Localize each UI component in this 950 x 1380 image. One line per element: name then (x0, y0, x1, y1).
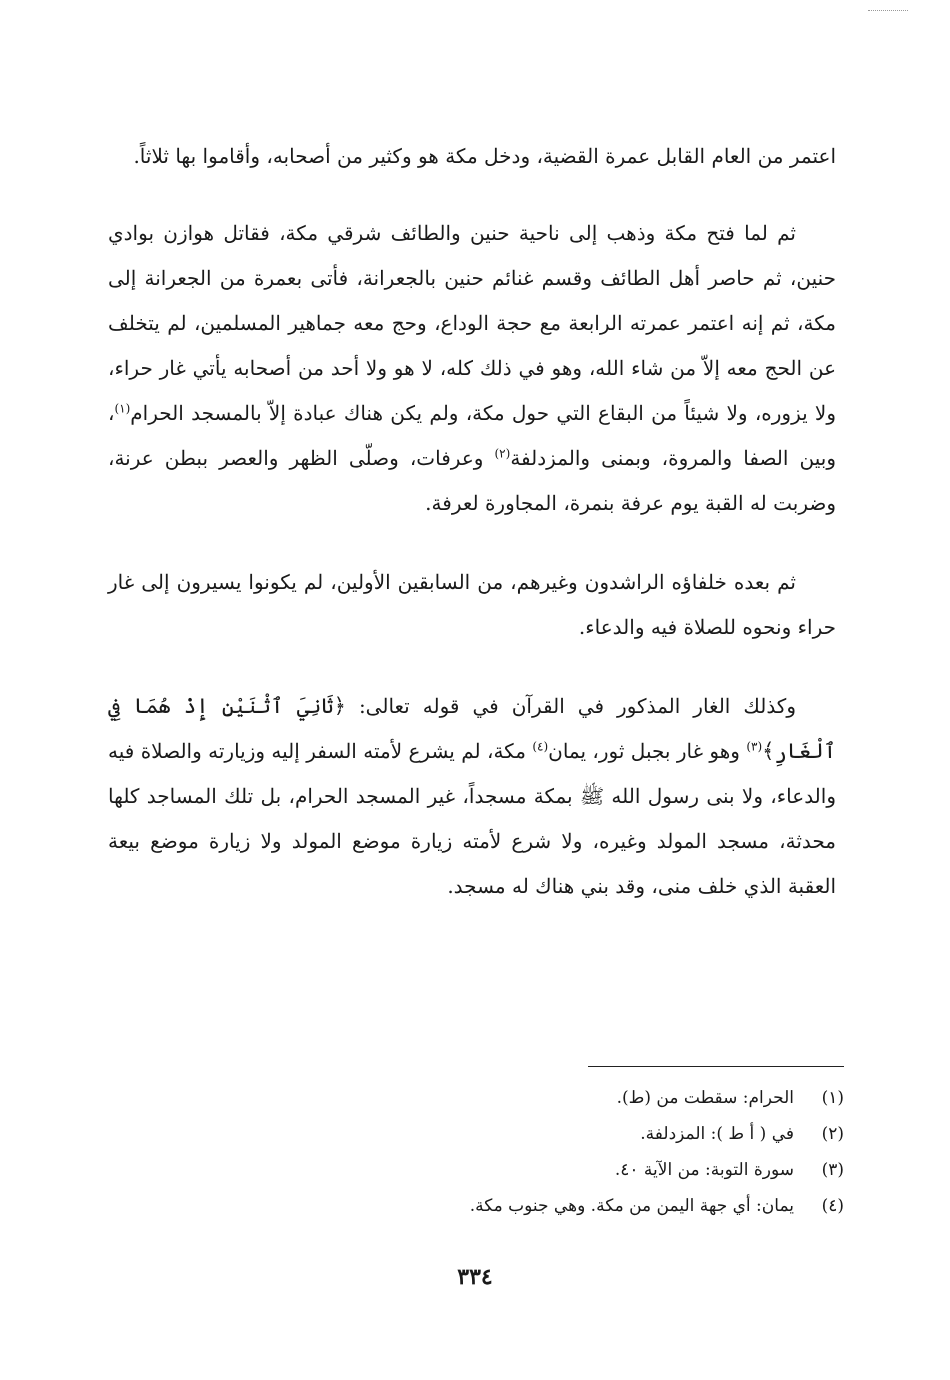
paragraph-2 (108, 211, 836, 526)
footnote-text: سورة التوبة: من الآية ٤٠. (614, 1160, 794, 1180)
footnote-number: (٤) (821, 1196, 844, 1216)
page-number: ٣٣٤ (457, 1264, 493, 1290)
paragraph-4-part-a: وكذلك الغار المذكور في القرآن في قوله تعالى: (345, 694, 796, 718)
footnote-ref-4: (٤) (532, 739, 549, 754)
paragraph-3: ثم بعده خلفاؤه الراشدون وغيرهم، من السابقين الأولين، لم يكونوا يسيرون إلى غار حراء ونحوه للصلاة فيه والدعاء. (108, 570, 836, 639)
paragraph-1: اعتمر من العام القابل عمرة القضية، ودخل مكة هو وكثير من أصحابه، وأقاموا بها ثلاثاً. (133, 144, 836, 168)
footnote-ref-2: (٢) (494, 446, 511, 461)
footnote-2 (300, 1116, 844, 1152)
footnotes (300, 1080, 844, 1224)
paragraph-2-part-b: ، وبين الصفا والمروة، وبمنى والمزدلفة (108, 401, 836, 470)
footnote-text: في ( أ ط ): المزدلفة. (640, 1124, 794, 1144)
footnote-3 (300, 1152, 844, 1188)
paragraph-2-part-c: وعرفات، وصلّى الظهر والعصر ببطن عرنة، وضربت له القبة يوم عرفة بنمرة، المجاورة لعرفة. (108, 446, 836, 515)
footnote-text: يمان: أي جهة اليمن من مكة. وهي جنوب مكة. (469, 1196, 794, 1216)
page-body (108, 134, 836, 909)
footnote-1 (300, 1080, 844, 1116)
footnote-text: الحرام: سقطت من (ط). (616, 1088, 794, 1108)
footnote-separator (588, 1066, 844, 1067)
quran-verse: ﴿ثَانِيَ ٱثْنَيْنِ إِذْ هُمَا فِي ٱلْغَارِ﴾ (108, 694, 836, 763)
paragraph-4-part-c: مكة، لم يشرع لأمته السفر إليه وزيارته والصلاة فيه والدعاء، ولا بنى رسول الله ﷺ بمكة مسجداً، غير المسجد الحرام، بل تلك المساجد كلها محدثة، مسجد المولد وغيره، ولا شرع لأمته زيارة موضع المولد ولا زيارة موضع بيعة العقبة الذي خلف منى، وقد بني هناك له مسجد. (108, 739, 836, 898)
paragraph-4-part-b: وهو غار بجبل ثور، يمان (548, 739, 747, 763)
footnote-number: (٣) (821, 1160, 844, 1180)
footnote-4 (300, 1188, 844, 1224)
footnote-number: (١) (821, 1088, 844, 1108)
paragraph-2-part-a: ثم لما فتح مكة وذهب إلى ناحية حنين والطائف شرقي مكة، فقاتل هوازن بوادي حنين، ثم حاصر أهل الطائف وقسم غنائم حنين بالجعرانة، فأتى بعمرة من الجعرانة إلى مكة، ثم إنه اعتمر عمرته الرابعة مع حجة الوداع، وحج معه جماهير المسلمين، لم يتخلف عن الحج معه إلاّ من شاء الله، وهو في ذلك كله، لا هو ولا أحد من أصحابه يأتي غار حراء، ولا يزوره، ولا شيئاً من البقاع التي حول مكة، ولم يكن هناك عبادة إلاّ بالمسجد الحرام (108, 221, 836, 425)
footnote-ref-3: (٣) (746, 739, 763, 754)
paragraph-4 (108, 684, 836, 909)
scan-corner-mark (868, 10, 908, 11)
footnote-number: (٢) (821, 1124, 844, 1144)
footnote-ref-1: (١) (114, 401, 131, 416)
